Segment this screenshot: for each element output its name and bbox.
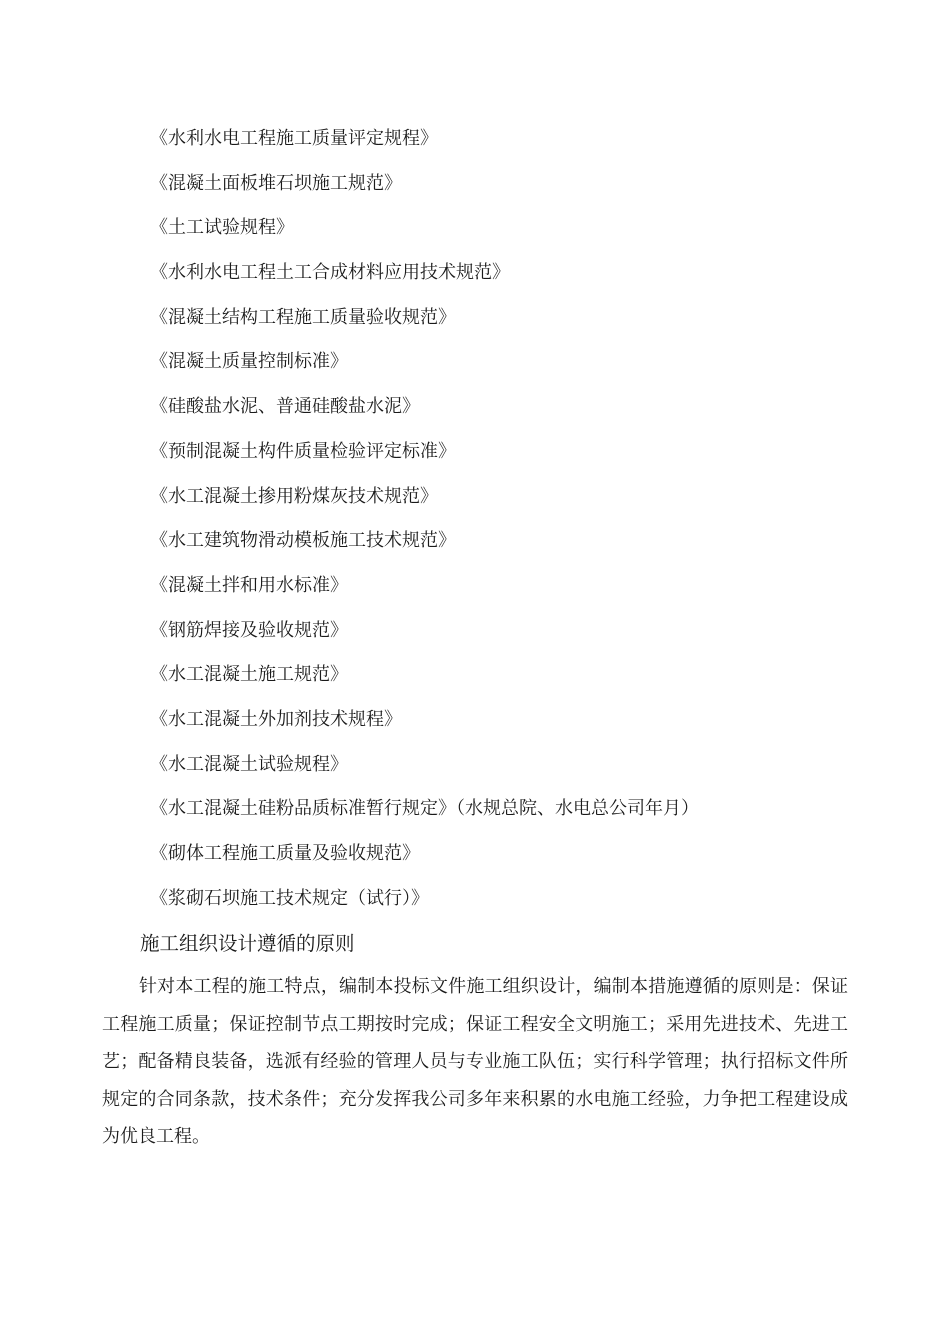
standard-item: 《水工混凝土施工规范》 — [150, 664, 348, 686]
standard-item: 《混凝土质量控制标准》 — [150, 351, 348, 373]
standard-item: 《水工混凝土掺用粉煤灰技术规范》 — [150, 485, 438, 507]
standard-item: 《浆砌石坝施工技术规定（试行）》 — [150, 887, 429, 909]
standards-list — [150, 124, 699, 928]
standard-item: 《预制混凝土构件质量检验评定标准》 — [150, 440, 456, 462]
standard-item: 《水工混凝土硅粉品质标准暂行规定》（水规总院、水电总公司年月） — [150, 798, 699, 820]
standard-item: 《混凝土结构工程施工质量验收规范》 — [150, 306, 456, 328]
standard-item: 《土工试验规程》 — [150, 217, 294, 239]
section-heading: 施工组织设计遵循的原则 — [140, 932, 355, 955]
standard-item: 《水工混凝土试验规程》 — [150, 753, 348, 775]
standard-item: 《水工混凝土外加剂技术规程》 — [150, 708, 402, 730]
standard-item: 《混凝土拌和用水标准》 — [150, 574, 348, 596]
standard-item: 《混凝土面板堆石坝施工规范》 — [150, 172, 402, 194]
standard-item: 《砌体工程施工质量及验收规范》 — [150, 843, 420, 864]
standard-item: 《硅酸盐水泥、普通硅酸盐水泥》 — [150, 396, 420, 418]
standard-item: 《钢筋焊接及验收规范》 — [150, 619, 348, 641]
standard-item: 《水利水电工程土工合成材料应用技术规范》 — [150, 262, 510, 284]
standard-item: 《水利水电工程施工质量评定规程》 — [150, 128, 438, 149]
principles-paragraph: 针对本工程的施工特点，编制本投标文件施工组织设计，编制本措施遵循的原则是：保证工程施工质量；保证控制节点工期按时完成；保证工程安全文明施工；采用先进技术、先进工艺；配备精良装备，选派有经验的管理人员与专业施工队伍；实行科学管理；执行招标文件所规定的合同条款，技术条件；充分发挥我公司多年来积累的水电施工经验，力争把工程建设成为优良工程。 — [102, 976, 848, 1148]
standard-item: 《水工建筑物滑动模板施工技术规范》 — [150, 530, 456, 552]
